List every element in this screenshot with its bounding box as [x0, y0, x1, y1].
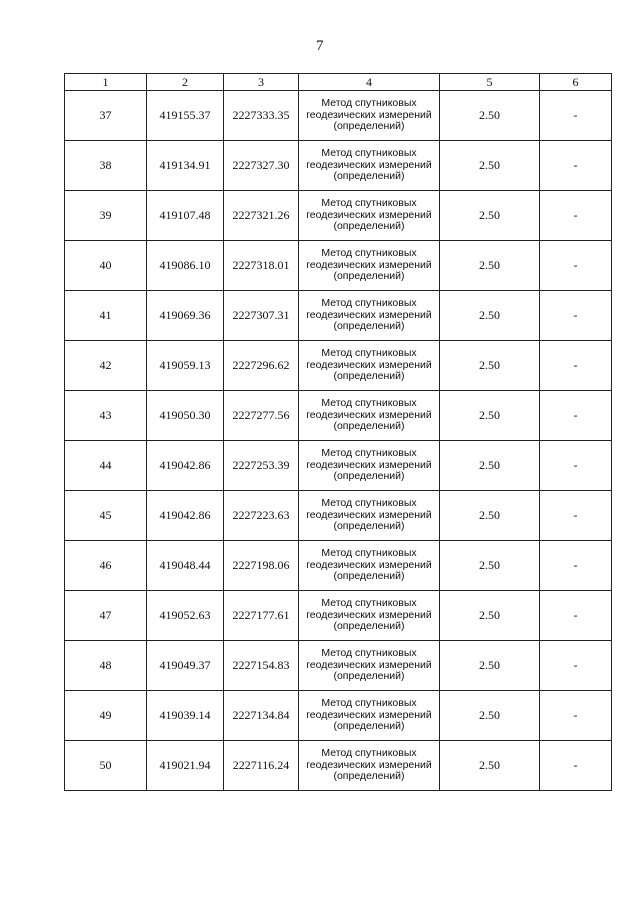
- x-coordinate-cell: 419107.48: [147, 191, 224, 241]
- point-number-cell: 37: [65, 91, 147, 141]
- method-cell: Метод спутниковых геодезических измерений (определений): [299, 441, 440, 491]
- table-body: [65, 91, 612, 791]
- page-number: 7: [316, 38, 324, 54]
- note-cell: -: [540, 391, 612, 441]
- point-number-cell: 38: [65, 141, 147, 191]
- accuracy-cell: 2.50: [440, 191, 540, 241]
- y-coordinate-cell: 2227253.39: [224, 441, 299, 491]
- point-number-cell: 46: [65, 541, 147, 591]
- accuracy-cell: 2.50: [440, 691, 540, 741]
- accuracy-cell: 2.50: [440, 741, 540, 791]
- y-coordinate-cell: 2227198.06: [224, 541, 299, 591]
- x-coordinate-cell: 419069.36: [147, 291, 224, 341]
- y-coordinate-cell: 2227177.61: [224, 591, 299, 641]
- table-row: [65, 241, 612, 291]
- accuracy-cell: 2.50: [440, 291, 540, 341]
- method-cell: Метод спутниковых геодезических измерений (определений): [299, 741, 440, 791]
- note-cell: -: [540, 591, 612, 641]
- accuracy-cell: 2.50: [440, 391, 540, 441]
- method-cell: Метод спутниковых геодезических измерений (определений): [299, 191, 440, 241]
- y-coordinate-cell: 2227321.26: [224, 191, 299, 241]
- point-number-cell: 50: [65, 741, 147, 791]
- column-header: 3: [224, 74, 299, 91]
- accuracy-cell: 2.50: [440, 241, 540, 291]
- point-number-cell: 47: [65, 591, 147, 641]
- y-coordinate-cell: 2227116.24: [224, 741, 299, 791]
- accuracy-cell: 2.50: [440, 591, 540, 641]
- point-number-cell: 43: [65, 391, 147, 441]
- x-coordinate-cell: 419086.10: [147, 241, 224, 291]
- table-row: [65, 641, 612, 691]
- note-cell: -: [540, 341, 612, 391]
- column-header: 1: [65, 74, 147, 91]
- method-cell: Метод спутниковых геодезических измерений (определений): [299, 541, 440, 591]
- y-coordinate-cell: 2227318.01: [224, 241, 299, 291]
- x-coordinate-cell: 419042.86: [147, 491, 224, 541]
- x-coordinate-cell: 419050.30: [147, 391, 224, 441]
- note-cell: -: [540, 191, 612, 241]
- table-row: [65, 741, 612, 791]
- header-row: [65, 74, 612, 91]
- table-row: [65, 91, 612, 141]
- x-coordinate-cell: 419155.37: [147, 91, 224, 141]
- point-number-cell: 48: [65, 641, 147, 691]
- y-coordinate-cell: 2227223.63: [224, 491, 299, 541]
- accuracy-cell: 2.50: [440, 641, 540, 691]
- point-number-cell: 45: [65, 491, 147, 541]
- table-row: [65, 141, 612, 191]
- column-header: 4: [299, 74, 440, 91]
- accuracy-cell: 2.50: [440, 441, 540, 491]
- accuracy-cell: 2.50: [440, 141, 540, 191]
- x-coordinate-cell: 419021.94: [147, 741, 224, 791]
- method-cell: Метод спутниковых геодезических измерений (определений): [299, 141, 440, 191]
- note-cell: -: [540, 291, 612, 341]
- coordinates-table: [64, 73, 612, 791]
- y-coordinate-cell: 2227154.83: [224, 641, 299, 691]
- accuracy-cell: 2.50: [440, 341, 540, 391]
- method-cell: Метод спутниковых геодезических измерений (определений): [299, 241, 440, 291]
- column-header: 5: [440, 74, 540, 91]
- method-cell: Метод спутниковых геодезических измерений (определений): [299, 641, 440, 691]
- method-cell: Метод спутниковых геодезических измерений (определений): [299, 91, 440, 141]
- note-cell: -: [540, 741, 612, 791]
- point-number-cell: 49: [65, 691, 147, 741]
- x-coordinate-cell: 419059.13: [147, 341, 224, 391]
- note-cell: -: [540, 141, 612, 191]
- method-cell: Метод спутниковых геодезических измерений (определений): [299, 341, 440, 391]
- x-coordinate-cell: 419048.44: [147, 541, 224, 591]
- note-cell: -: [540, 91, 612, 141]
- note-cell: -: [540, 441, 612, 491]
- x-coordinate-cell: 419039.14: [147, 691, 224, 741]
- note-cell: -: [540, 641, 612, 691]
- point-number-cell: 41: [65, 291, 147, 341]
- y-coordinate-cell: 2227134.84: [224, 691, 299, 741]
- y-coordinate-cell: 2227333.35: [224, 91, 299, 141]
- note-cell: -: [540, 241, 612, 291]
- table-row: [65, 341, 612, 391]
- method-cell: Метод спутниковых геодезических измерений (определений): [299, 691, 440, 741]
- note-cell: -: [540, 491, 612, 541]
- table-row: [65, 291, 612, 341]
- table-row: [65, 541, 612, 591]
- column-header: 2: [147, 74, 224, 91]
- x-coordinate-cell: 419049.37: [147, 641, 224, 691]
- x-coordinate-cell: 419042.86: [147, 441, 224, 491]
- column-header: 6: [540, 74, 612, 91]
- x-coordinate-cell: 419134.91: [147, 141, 224, 191]
- y-coordinate-cell: 2227277.56: [224, 391, 299, 441]
- x-coordinate-cell: 419052.63: [147, 591, 224, 641]
- point-number-cell: 44: [65, 441, 147, 491]
- y-coordinate-cell: 2227296.62: [224, 341, 299, 391]
- method-cell: Метод спутниковых геодезических измерений (определений): [299, 391, 440, 441]
- table-row: [65, 391, 612, 441]
- method-cell: Метод спутниковых геодезических измерений (определений): [299, 591, 440, 641]
- table-row: [65, 591, 612, 641]
- method-cell: Метод спутниковых геодезических измерений (определений): [299, 291, 440, 341]
- method-cell: Метод спутниковых геодезических измерений (определений): [299, 491, 440, 541]
- table-row: [65, 191, 612, 241]
- table-row: [65, 441, 612, 491]
- accuracy-cell: 2.50: [440, 541, 540, 591]
- note-cell: -: [540, 691, 612, 741]
- point-number-cell: 39: [65, 191, 147, 241]
- table-row: [65, 491, 612, 541]
- y-coordinate-cell: 2227327.30: [224, 141, 299, 191]
- y-coordinate-cell: 2227307.31: [224, 291, 299, 341]
- table-row: [65, 691, 612, 741]
- point-number-cell: 40: [65, 241, 147, 291]
- note-cell: -: [540, 541, 612, 591]
- point-number-cell: 42: [65, 341, 147, 391]
- accuracy-cell: 2.50: [440, 91, 540, 141]
- accuracy-cell: 2.50: [440, 491, 540, 541]
